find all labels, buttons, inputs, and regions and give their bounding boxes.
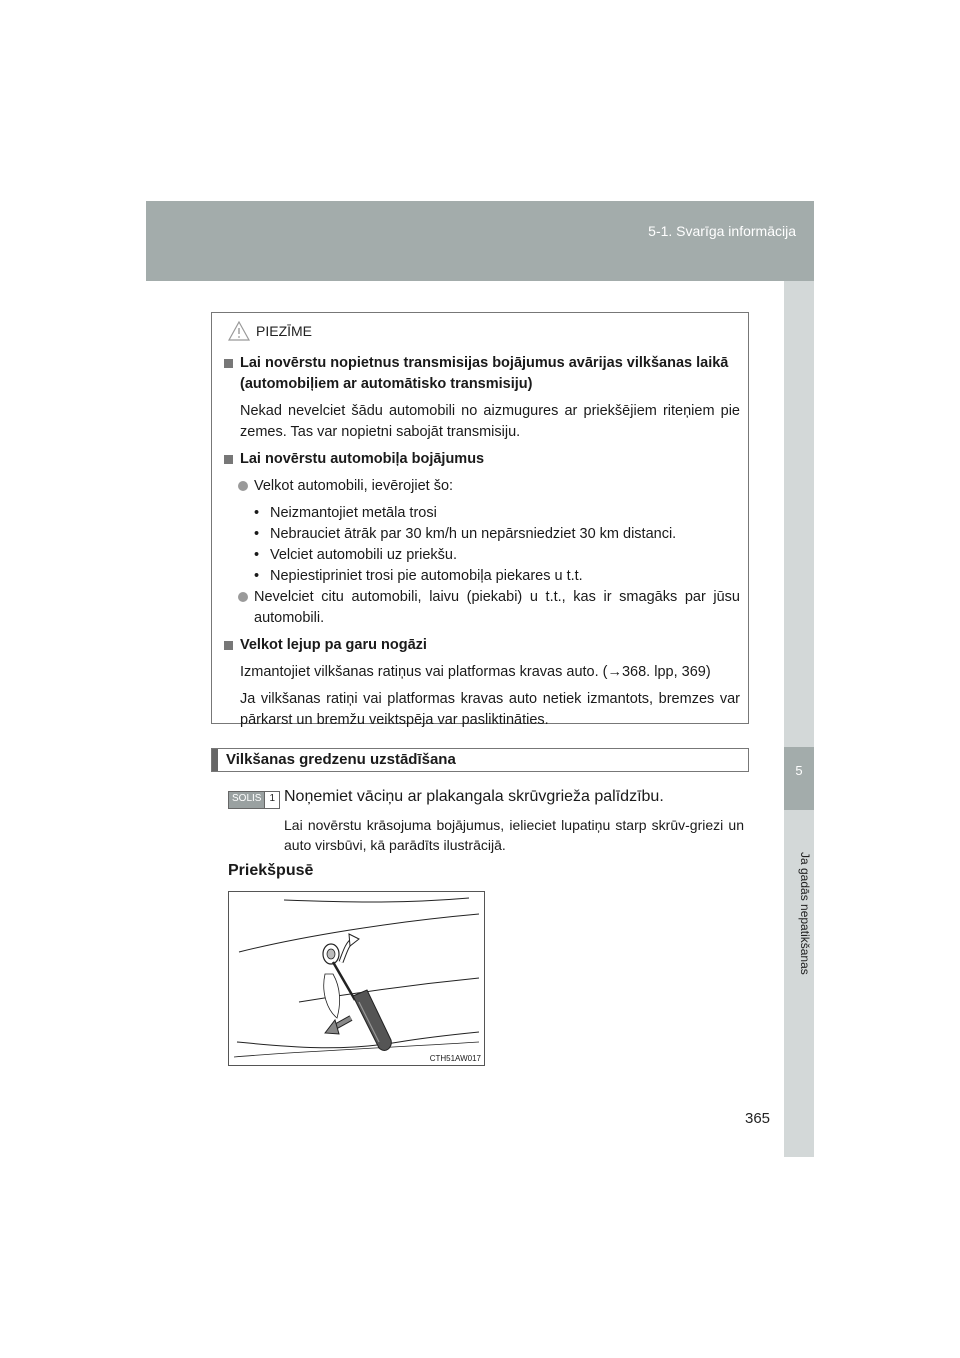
chapter-tab: [784, 747, 814, 810]
square-bullet-icon: [224, 359, 233, 368]
side-tab-strip: [784, 281, 814, 1157]
notice-point: Nevelciet citu automobili, laivu (piekabi) u t.t., kas ir smagāks par jūsu automobili.: [238, 587, 740, 629]
circle-bullet-icon: [238, 592, 248, 602]
section-heading-bar: [211, 748, 749, 772]
chapter-number: 5: [795, 763, 803, 778]
notice-heading: Lai novērstu automobiļa bojājumus: [224, 449, 740, 470]
warning-triangle-icon: [228, 321, 250, 341]
section-title: Vilkšanas gredzenu uzstādīšana: [226, 751, 456, 768]
notice-heading: Lai novērstu nopietnus transmisijas bojājumus avārijas vilkšanas laikā (automobiļiem ar automātisko transmisiju): [224, 353, 740, 395]
section-label: 5-1. Svarīga informācija: [648, 223, 796, 239]
step-badge-number: 1: [264, 792, 279, 808]
sub-heading: Priekšpusē: [228, 862, 314, 879]
square-bullet-icon: [224, 641, 233, 650]
header-band: [146, 201, 814, 281]
notice-paragraph: Nekad nevelciet šādu automobili no aizmugures ar priekšējiem riteņiem pie zemes. Tas var nopietni sabojāt transmisiju.: [240, 403, 740, 440]
screwdriver-illustration-icon: [229, 892, 484, 1065]
step-badge: [228, 791, 280, 809]
notice-heading: Velkot lejup pa garu nogāzi: [224, 635, 740, 656]
chapter-title: Ja gadās nepatikšanas: [798, 851, 812, 975]
square-bullet-icon: [224, 455, 233, 464]
step-note: Lai novērstu krāsojuma bojājumus, ielieciet lupatiņu starp skrūv-griezi un auto virsbūvi, kā parādīts ilustrācijā.: [284, 817, 744, 853]
illustration-code: CTH51AW017: [429, 1054, 481, 1063]
notice-paragraph: Izmantojiet vilkšanas ratiņus vai platformas kravas auto. (→368. lpp, 369): [240, 664, 711, 680]
step-badge-word: SOLIS: [229, 792, 264, 808]
list-item: • Velciet automobili uz priekšu.: [254, 547, 457, 563]
notice-body: [224, 353, 740, 731]
notice-paragraph: Ja vilkšanas ratiņi vai platformas kravas auto netiek izmantots, bremzes var pārkarst un bremžu veiktspēja var pasliktināties.: [240, 691, 740, 728]
list-item: • Nebrauciet ātrāk par 30 km/h un nepārsniedziet 30 km distanci.: [254, 526, 677, 542]
list-item: • Neizmantojiet metāla trosi: [254, 505, 437, 521]
step-instruction: Noņemiet vāciņu ar plakangala skrūvgrieža palīdzību.: [284, 788, 664, 805]
notice-title: PIEZĪME: [228, 321, 312, 341]
notice-box: [211, 312, 749, 728]
circle-bullet-icon: [238, 481, 248, 491]
page-number: 365: [745, 1110, 771, 1127]
list-item: • Nepiestipriniet trosi pie automobiļa piekares u t.t.: [254, 568, 583, 584]
illustration: [228, 891, 485, 1066]
notice-point: Velkot automobili, ievērojiet šo:: [238, 476, 740, 497]
